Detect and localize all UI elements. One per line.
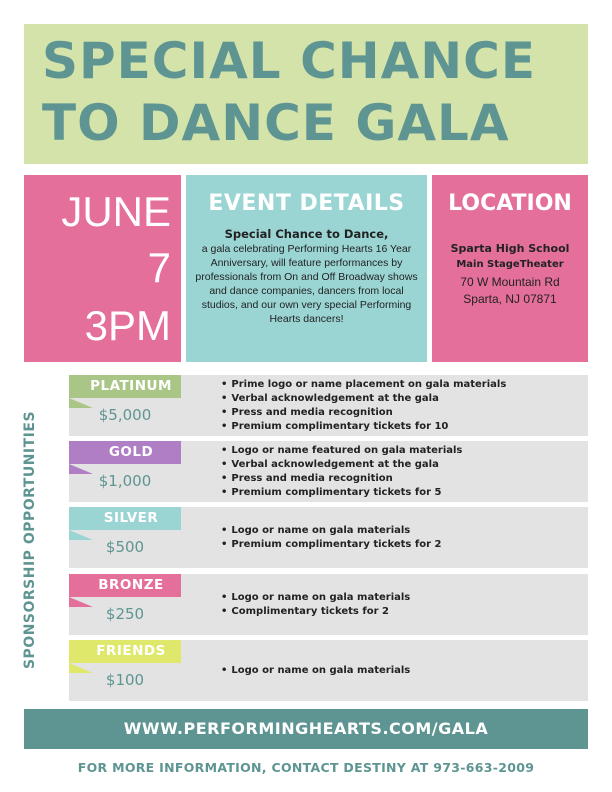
tier-price: $1,000 (98, 472, 152, 490)
location-venue: Sparta High School (450, 242, 570, 255)
sponsorship-label-text: SPONSORSHIP OPPORTUNITIES (22, 410, 38, 670)
event-details-panel (186, 175, 427, 362)
tier-benefits-list (221, 375, 506, 436)
tier-benefit-item: • Complimentary tickets for 2 (221, 605, 410, 619)
title-line-1: SPECIAL CHANCE (42, 32, 537, 90)
contact-info: FOR MORE INFORMATION, CONTACT DESTINY AT 973-663-2009 (77, 760, 535, 775)
tier-benefit-item: • Premium complimentary tickets for 2 (221, 538, 441, 552)
location-street: 70 W Mountain Rd (460, 275, 560, 289)
tier-name: BRONZE (98, 577, 164, 593)
tier-benefit-item: • Premium complimentary tickets for 5 (221, 486, 462, 500)
tier-benefit-item: • Press and media recognition (221, 406, 506, 420)
title-banner (24, 24, 588, 164)
tier-benefit-item: • Logo or name featured on gala materials (221, 444, 462, 458)
location-panel (432, 175, 588, 362)
location-heading: LOCATION (448, 191, 572, 216)
tier-benefit-item: • Verbal acknowledgement at the gala (221, 392, 506, 406)
tier-price: $500 (105, 538, 145, 556)
tier-benefit-item: • Logo or name on gala materials (221, 664, 410, 678)
tier-name: PLATINUM (90, 378, 172, 394)
sponsor-tier-silver (69, 507, 588, 568)
tier-price: $5,000 (98, 406, 152, 424)
tier-price: $100 (105, 671, 145, 689)
tier-benefits-list (221, 507, 441, 568)
location-stage: Main StageTheater (456, 259, 564, 270)
tier-tag (69, 375, 181, 398)
sponsor-tier-gold (69, 441, 588, 502)
website-url[interactable]: WWW.PERFORMINGHEARTS.COM/GALA (123, 719, 489, 738)
tier-tag (69, 507, 181, 530)
date-month: JUNE (61, 188, 171, 235)
date-panel (24, 175, 181, 362)
tier-benefit-item: • Premium complimentary tickets for 10 (221, 420, 506, 434)
date-day: 7 (147, 244, 171, 291)
location-city: Sparta, NJ 07871 (463, 292, 557, 306)
sponsor-tier-friends (69, 640, 588, 701)
tier-price: $250 (105, 605, 145, 623)
tier-tag (69, 640, 181, 663)
tier-benefit-item: • Logo or name on gala materials (221, 591, 410, 605)
tier-benefits-list (221, 640, 410, 701)
tier-name: FRIENDS (96, 643, 166, 659)
date-time: 3PM (84, 302, 171, 349)
tier-benefits-list (221, 574, 410, 635)
tier-benefit-item: • Verbal acknowledgement at the gala (221, 458, 462, 472)
tier-benefit-item: • Prime logo or name placement on gala materials (221, 378, 506, 392)
sponsor-tier-platinum (69, 375, 588, 436)
tier-benefit-item: • Press and media recognition (221, 472, 462, 486)
title-line-2: TO DANCE GALA (42, 94, 510, 152)
event-name: Special Chance to Dance, (224, 227, 389, 241)
sponsor-tier-bronze (69, 574, 588, 635)
tier-name: GOLD (108, 444, 154, 460)
tier-benefits-list (221, 441, 462, 502)
tier-tag (69, 574, 181, 597)
tier-tag (69, 441, 181, 464)
event-description: a gala celebrating Performing Hearts 16 Year Anniversary, will feature performances by professionals from On and Off Broadway shows and dance companies, dancers from local studios, and our own very special Performing Hearts dancers! (195, 243, 418, 325)
website-banner (24, 709, 588, 749)
tier-benefit-item: • Logo or name on gala materials (221, 524, 441, 538)
event-details-heading: EVENT DETAILS (208, 191, 405, 216)
tier-name: SILVER (103, 510, 159, 526)
